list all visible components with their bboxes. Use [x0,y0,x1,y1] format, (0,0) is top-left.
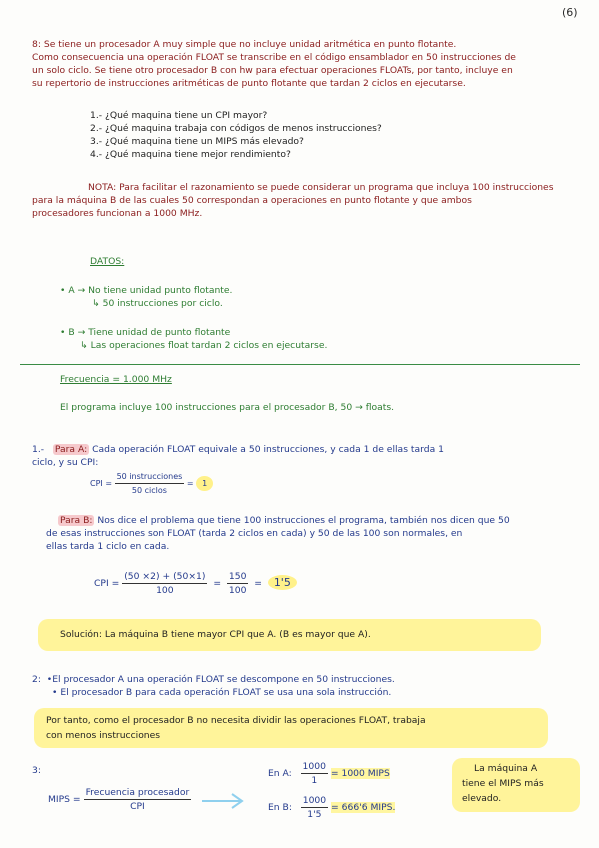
mips-denominator: CPI [130,801,145,812]
sol1-text-a-1: Cada operación FLOAT equivale a 50 instrucciones, y cada 1 de ellas tarda 1 [92,444,444,455]
mips-prefix: MIPS = [48,794,81,805]
mips-a-result: = 1000 MIPS [330,768,390,779]
sol1-text-b-3: ellas tarda 1 ciclo en cada. [46,541,170,552]
cpi-b-formula [94,570,297,597]
mips-a-denominator: 1 [311,775,318,786]
cpi-b-denominator-2: 100 [228,585,247,596]
note [32,181,554,220]
frecuencia: Frecuencia = 1.000 MHz [60,374,172,385]
question-2: 2.- ¿Qué maquina trabaja con códigos de menos instrucciones? [90,123,382,134]
sol1-text-b-2: de esas instrucciones son FLOAT (tarda 2 ciclos en cada) y 50 de las 100 son normales, en [46,528,463,539]
solution-1 [32,443,582,469]
sol1-para-b-label: Para B: [60,515,93,526]
datos-b-line-1: → Tiene unidad de punto flotante [77,327,231,338]
datos-a-line-2: ↳ 50 instrucciones por ciclo. [92,298,223,309]
problem-line-4: su repertorio de instrucciones aritméticas de punto flotante que tardan 2 ciclos en ejecutarse. [32,78,466,89]
mips-b-result: = 666'6 MIPS. [331,802,396,813]
cpi-a-equals: = [186,479,194,488]
mips-formula [48,786,191,813]
sol2-bullet-2: • El procesador B para cada operación FLOAT se usa una sola instrucción. [52,687,392,698]
datos-a-label: • A [60,285,75,296]
programa-info: El programa incluye 100 instrucciones para el procesador B, 50 → floats. [60,402,395,413]
cpi-a-denominator: 50 ciclos [131,486,167,495]
mips-a-numerator: 1000 [302,761,326,772]
mips-b-denominator: 1'5 [307,809,322,820]
solution-1-text: Solución: La máquina B tiene mayor CPI que A. (B es mayor que A). [60,629,371,640]
solution-1-box [38,619,541,651]
cpi-a-result: 1 [196,476,213,491]
note-line-3: procesadores funcionan a 1000 MHz. [32,208,203,219]
cpi-a-prefix: CPI = [90,479,113,488]
cpi-b-denominator: 100 [156,585,174,596]
note-line-2: para la máquina B de las cuales 50 correspondan a operaciones en punto flotante y que ambos [32,195,472,206]
para-b-block [46,514,588,553]
problem-line-3: un solo ciclo. Se tiene otro procesador B con hw para efectuar operaciones FLOATs, por tanto, incluye en [32,65,513,76]
solution-2 [32,673,395,699]
cpi-b-result: 1'5 [268,575,297,590]
sol2-conclusion-1: Por tanto, como el procesador B no necesita dividir las operaciones FLOAT, trabaja [46,715,426,726]
mips-numerator: Frecuencia procesador [85,787,190,798]
solution-3-box [452,758,580,812]
cpi-b-equals-2: = [254,578,262,589]
problem-statement [32,38,580,90]
datos-b-label: • B [60,327,75,338]
sol2-conclusion-2: con menos instrucciones [46,730,161,741]
cpi-b-prefix: CPI = [94,578,120,589]
datos-a [60,284,232,310]
mips-a [268,760,390,787]
sol1-number: 1.- [32,444,45,455]
datos-b [60,326,327,352]
datos-title: DATOS: [90,256,125,267]
cpi-a-formula [90,470,213,497]
divider [20,364,580,365]
question-1: 1.- ¿Qué maquina tiene un CPI mayor? [90,110,268,121]
question-list [90,109,382,161]
mips-b-numerator: 1000 [302,795,327,806]
cpi-b-equals-1: = [213,578,222,589]
sol3-conclusion-3: elevado. [462,793,502,804]
note-line-1: NOTA: Para facilitar el razonamiento se puede considerar un programa que incluya 100 instrucciones [88,182,554,193]
mips-b-label: En B: [268,802,292,813]
question-3: 3.- ¿Qué maquina tiene un MIPS más elevado? [90,136,304,147]
page-number: (6) [562,6,578,19]
mips-b [268,794,395,821]
problem-line-1: 8: Se tiene un procesador A muy simple que no incluye unidad aritmética en punto flotante. [32,39,457,50]
solution-2-box [34,708,548,748]
cpi-b-numerator: (50 ×2) + (50×1) [124,571,206,582]
sol3-conclusion-2: tiene el MIPS más [462,778,544,789]
sol3-conclusion-1: La máquina A [474,763,538,774]
sol3-number: 3: [32,765,41,776]
cpi-a-numerator: 50 instrucciones [115,470,185,484]
datos-a-line-1: → No tiene unidad punto flotante. [77,285,233,296]
sol2-number: 2: [32,674,41,685]
sol2-bullet-1: •El procesador A una operación FLOAT se descompone en 50 instrucciones. [46,674,395,685]
datos-b-line-2: ↳ Las operaciones float tardan 2 ciclos en ejecutarse. [80,340,328,351]
cpi-b-numerator-2: 150 [228,571,247,582]
sol1-para-a-label: Para A: [54,444,88,455]
problem-line-2: Como consecuencia una operación FLOAT se transcribe en el código ensamblador en 50 instrucciones de [32,52,516,63]
arrow-icon [200,786,250,816]
mips-a-label: En A: [268,768,292,779]
question-4: 4.- ¿Qué maquina tiene mejor rendimiento? [90,149,291,160]
sol1-text-b-1: Nos dice el problema que tiene 100 instrucciones el programa, también nos dicen que 50 [97,515,510,526]
sol1-text-a-2: ciclo, y su CPI: [32,457,99,468]
